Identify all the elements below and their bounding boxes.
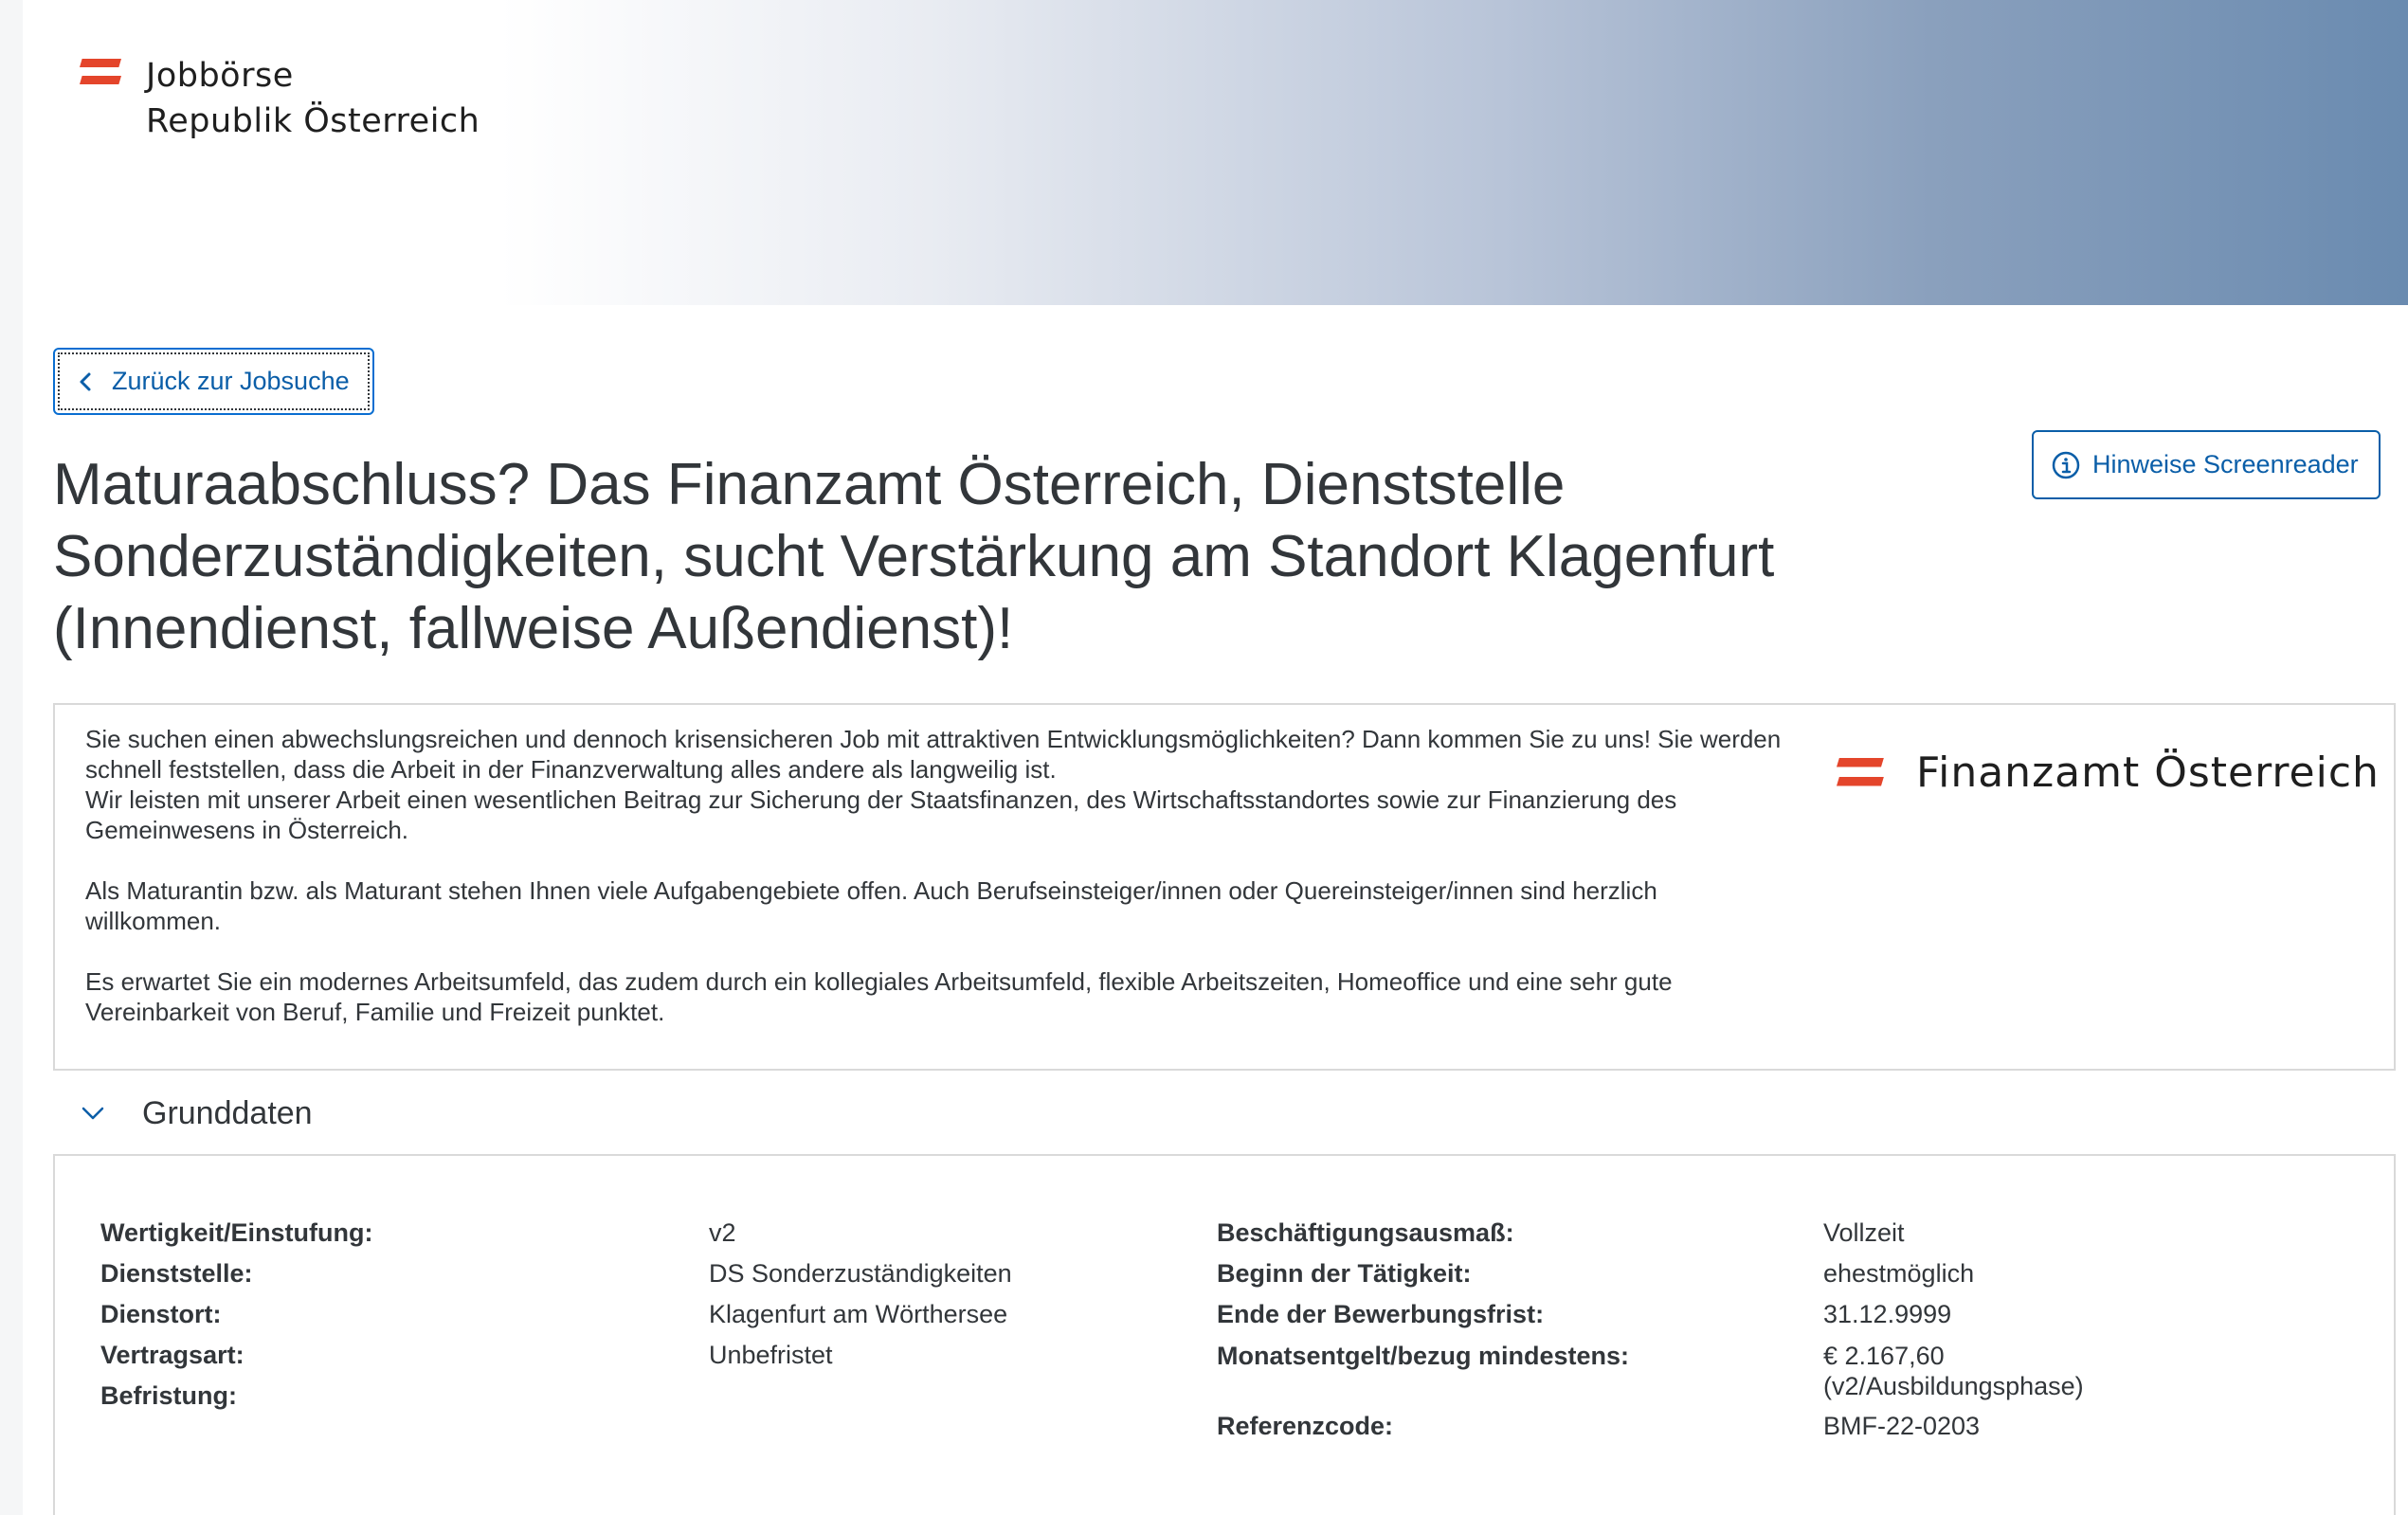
section-title: Grunddaten xyxy=(142,1094,313,1131)
field-value: Vollzeit xyxy=(1823,1218,1905,1247)
screenreader-button-label: Hinweise Screenreader xyxy=(2092,450,2359,478)
field-label: Beschäftigungsausmaß: xyxy=(1217,1218,1514,1247)
right-labels xyxy=(1217,1213,1804,1447)
page xyxy=(23,0,2408,1515)
field-value: 31.12.9999 xyxy=(1823,1300,1952,1328)
logo-line-1: Jobbörse xyxy=(146,57,294,95)
salary-note: (v2/Ausbildungsphase) xyxy=(1823,1372,2084,1400)
intro-paragraph-2: Als Maturantin bzw. als Maturant stehen Ihnen viele Aufgabengebiete offen. Auch Berufseinsteiger/innen oder Quereinsteiger/innen sind herzlich willkommen. xyxy=(85,876,1657,935)
employer-logo xyxy=(1837,748,2380,797)
logo-line-2: Republik Österreich xyxy=(146,102,480,140)
screenreader-hints-button[interactable] xyxy=(2032,430,2381,499)
field-value: BMF-22-0203 xyxy=(1823,1412,1981,1440)
left-values xyxy=(709,1213,1202,1416)
field-label: Dienstort: xyxy=(100,1300,222,1328)
intro-text xyxy=(85,724,1791,1027)
field-value: v2 xyxy=(709,1218,736,1247)
back-to-jobsearch-button[interactable] xyxy=(53,348,374,415)
field-value: ehestmöglich xyxy=(1823,1259,1975,1288)
chevron-down-icon xyxy=(80,1100,106,1127)
page-title: Maturaabschluss? Das Finanzamt Österreich, Dienststelle Sonderzuständigkeiten, sucht Verstärkung am Standort Klagenfurt (Innendienst, fallweise Außendienst)! xyxy=(53,452,1775,661)
field-value-multiline xyxy=(1823,1335,2354,1406)
field-label: Ende der Bewerbungsfrist: xyxy=(1217,1300,1545,1328)
field-label: Dienststelle: xyxy=(100,1259,253,1288)
chevron-left-icon xyxy=(76,371,97,392)
field-value: Klagenfurt am Wörthersee xyxy=(709,1300,1008,1328)
field-label: Beginn der Tätigkeit: xyxy=(1217,1259,1472,1288)
info-icon xyxy=(2051,450,2081,480)
field-label: Vertragsart: xyxy=(100,1341,244,1369)
right-values xyxy=(1823,1213,2354,1447)
intro-paragraph-3: Es erwartet Sie ein modernes Arbeitsumfeld, das zudem durch ein kollegiales Arbeitsumfeld, flexible Arbeitszeiten, Homeoffice und eine sehr gute Vereinbarkeit von Beruf, Familie und Freizeit punktet. xyxy=(85,967,1673,1026)
intro-paragraph-1a: Sie suchen einen abwechslungsreichen und dennoch krisensicheren Job mit attraktiven Entwicklungsmöglichkeiten? Dann kommen Sie zu uns! Sie werden schnell feststellen, dass die Arbeit in der Finanzverwaltung alles andere als langweilig ist. xyxy=(85,725,1782,784)
intro-paragraph-1 xyxy=(85,724,1791,845)
left-labels xyxy=(100,1213,688,1416)
logo-text xyxy=(146,53,480,144)
grunddaten-section-toggle[interactable] xyxy=(80,1090,313,1137)
jobboerse-logo[interactable] xyxy=(80,53,480,144)
field-value xyxy=(709,1376,1202,1416)
job-intro-panel xyxy=(53,703,2396,1071)
field-label: Befristung: xyxy=(100,1381,237,1410)
field-value: Unbefristet xyxy=(709,1341,833,1369)
grunddaten-panel xyxy=(53,1154,2396,1515)
salary-value: € 2.167,60 xyxy=(1823,1342,1945,1370)
field-label: Wertigkeit/Einstufung: xyxy=(100,1218,373,1247)
field-value: DS Sonderzuständigkeiten xyxy=(709,1259,1012,1288)
back-button-label: Zurück zur Jobsuche xyxy=(112,367,350,395)
austria-flag-icon xyxy=(1837,756,1884,790)
employer-logo-text: Finanzamt Österreich xyxy=(1916,748,2380,797)
field-label: Referenzcode: xyxy=(1217,1412,1394,1440)
header-banner xyxy=(23,0,2408,305)
field-label: Monatsentgelt/bezug mindestens: xyxy=(1217,1342,1630,1370)
intro-paragraph-1b: Wir leisten mit unserer Arbeit einen wesentlichen Beitrag zur Sicherung der Staatsfinanzen, des Wirtschaftsstandortes sowie zur Finanzierung des Gemeinwesens in Österreich. xyxy=(85,785,1677,844)
austria-flag-icon xyxy=(80,57,121,87)
